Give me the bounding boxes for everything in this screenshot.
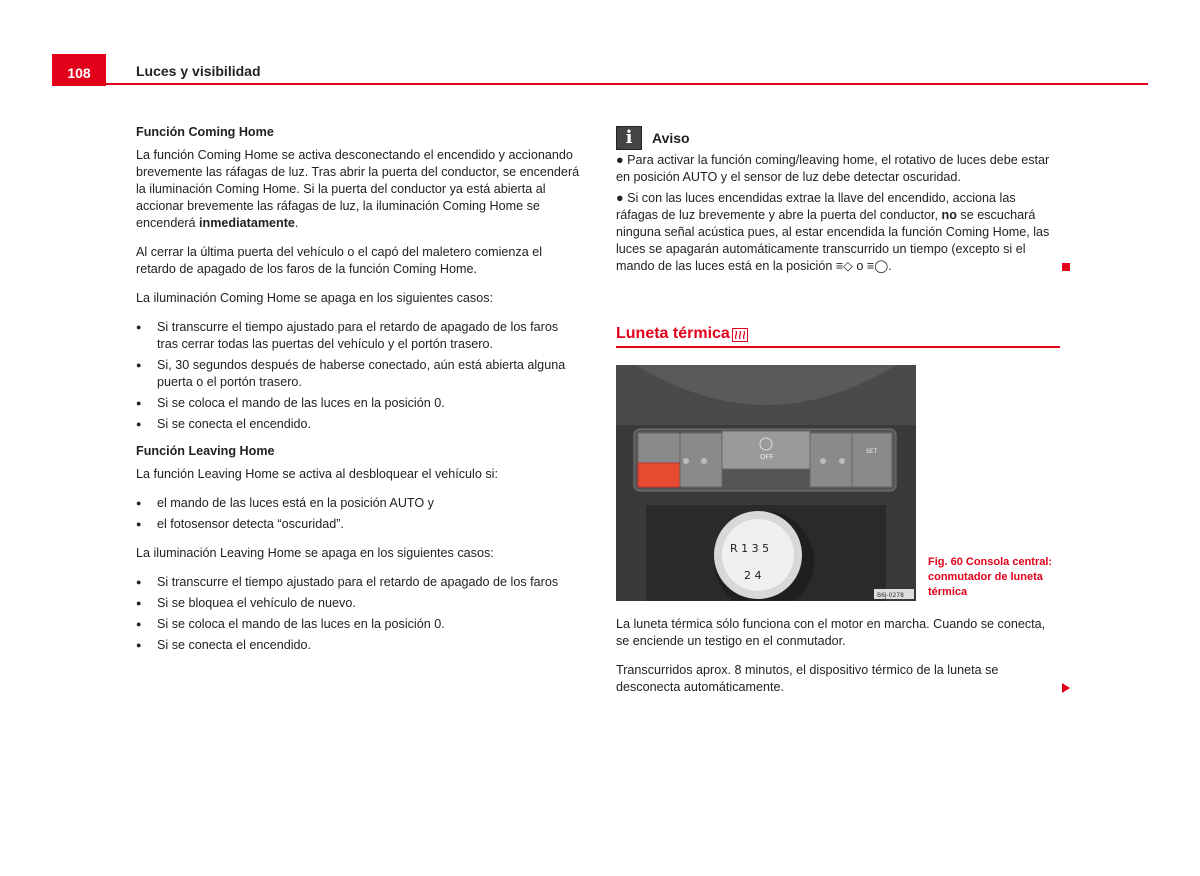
header-rule (52, 83, 1148, 85)
list-item: ● Si se bloquea el vehículo de nuevo. (136, 595, 581, 612)
text-run: La función Coming Home se activa desconectando el encendido y accionando brevemente las ráfagas de luz. Tras abrir la puerta del conductor, se encenderá la iluminación Coming Home. Si la puerta del conductor ya está abierta al accionar brevemente las ráfagas de luz, la iluminación Coming Home se encenderá (136, 148, 580, 230)
aviso-bullet-2 (616, 190, 1061, 275)
list-item: ● Si se coloca el mando de las luces en la posición 0. (136, 395, 581, 412)
leaving-home-paragraph-1: La función Leaving Home se activa al desbloquear el vehículo si: (136, 467, 498, 481)
luneta-paragraph-1: La luneta térmica sólo funciona con el motor en marcha. Cuando se conecta, se enciende un testigo en el conmutador. (616, 617, 1046, 648)
text-run: se escuchará ninguna señal acústica pues, al estar encendida la función Coming Home, las luces se apagarán automáticamente transcurrido un tiempo (excepto si el mando de las luces está en la posición ≡◇ o ≡◯. (616, 208, 1050, 273)
aviso-bullet-1: ● Para activar la función coming/leaving home, el rotativo de luces debe estar en posición AUTO y el sensor de luz debe detectar oscuridad. (616, 153, 1050, 184)
bold-run: inmediatamente (199, 216, 295, 230)
aviso-title: Aviso (652, 129, 690, 146)
set-label: SET (866, 448, 878, 455)
gear-pattern-top: R 1 3 5 (730, 542, 770, 555)
info-icon: i (616, 126, 642, 150)
list-item: ● el mando de las luces está en la posición AUTO y (136, 495, 581, 512)
text-run: . (294, 216, 299, 230)
section-end-marker (1062, 263, 1070, 271)
luneta-text (616, 616, 1061, 708)
rear-defrost-icon (732, 328, 748, 342)
continue-arrow-icon (1062, 683, 1070, 693)
section-title: Luneta térmica (616, 325, 730, 342)
figure-caption (928, 555, 1068, 600)
coming-home-paragraph-1 (136, 147, 581, 232)
list-item: ● Si se conecta el encendido. (136, 416, 581, 433)
list-item: ● Si, 30 segundos después de haberse conectado, aún está abierta alguna puerta o el portón trasero. (136, 357, 581, 391)
off-label: OFF (760, 453, 774, 461)
caption-line: Fig. 60 Consola central: (928, 556, 1053, 568)
center-console-figure (616, 365, 916, 601)
list-item: ● Si se conecta el encendido. (136, 637, 581, 654)
page-number: 108 (52, 54, 106, 86)
list-item: ● el fotosensor detecta “oscuridad”. (136, 516, 581, 533)
aviso-header (616, 126, 1061, 150)
luneta-paragraph-2: Transcurridos aprox. 8 minutos, el dispositivo térmico de la luneta se desconecta automáticamente. (616, 663, 999, 694)
figure-code: B6J-0278 (877, 592, 904, 599)
section-rule (616, 346, 1060, 348)
list-item: ● Si transcurre el tiempo ajustado para el retardo de apagado de los faros tras cerrar todas las puertas del vehículo y el portón trasero. (136, 319, 581, 353)
aviso-box (616, 126, 1061, 279)
left-column (136, 124, 581, 658)
caption-line: conmutador de luneta (928, 571, 1043, 583)
coming-home-paragraph-2: Al cerrar la última puerta del vehículo o el capó del maletero comienza el retardo de apagado de los faros de la función Coming Home. (136, 245, 543, 276)
gear-pattern-bottom: 2 4 (744, 569, 762, 582)
leaving-home-heading: Función Leaving Home (136, 444, 275, 458)
chapter-title: Luces y visibilidad (136, 63, 261, 79)
coming-home-heading: Función Coming Home (136, 125, 274, 139)
leaving-home-paragraph-2: La iluminación Leaving Home se apaga en los siguientes casos: (136, 546, 494, 560)
list-item: ● Si transcurre el tiempo ajustado para el retardo de apagado de los faros (136, 574, 581, 591)
list-item: ● Si se coloca el mando de las luces en la posición 0. (136, 616, 581, 633)
bold-run: no (941, 208, 957, 222)
coming-home-paragraph-3: La iluminación Coming Home se apaga en los siguientes casos: (136, 291, 494, 305)
text-run: ● Si con las luces encendidas extrae la llave del encendido, acciona las ráfagas de luz brevemente y abre la puerta del conductor, (616, 191, 1016, 222)
caption-line: térmica (928, 586, 968, 598)
